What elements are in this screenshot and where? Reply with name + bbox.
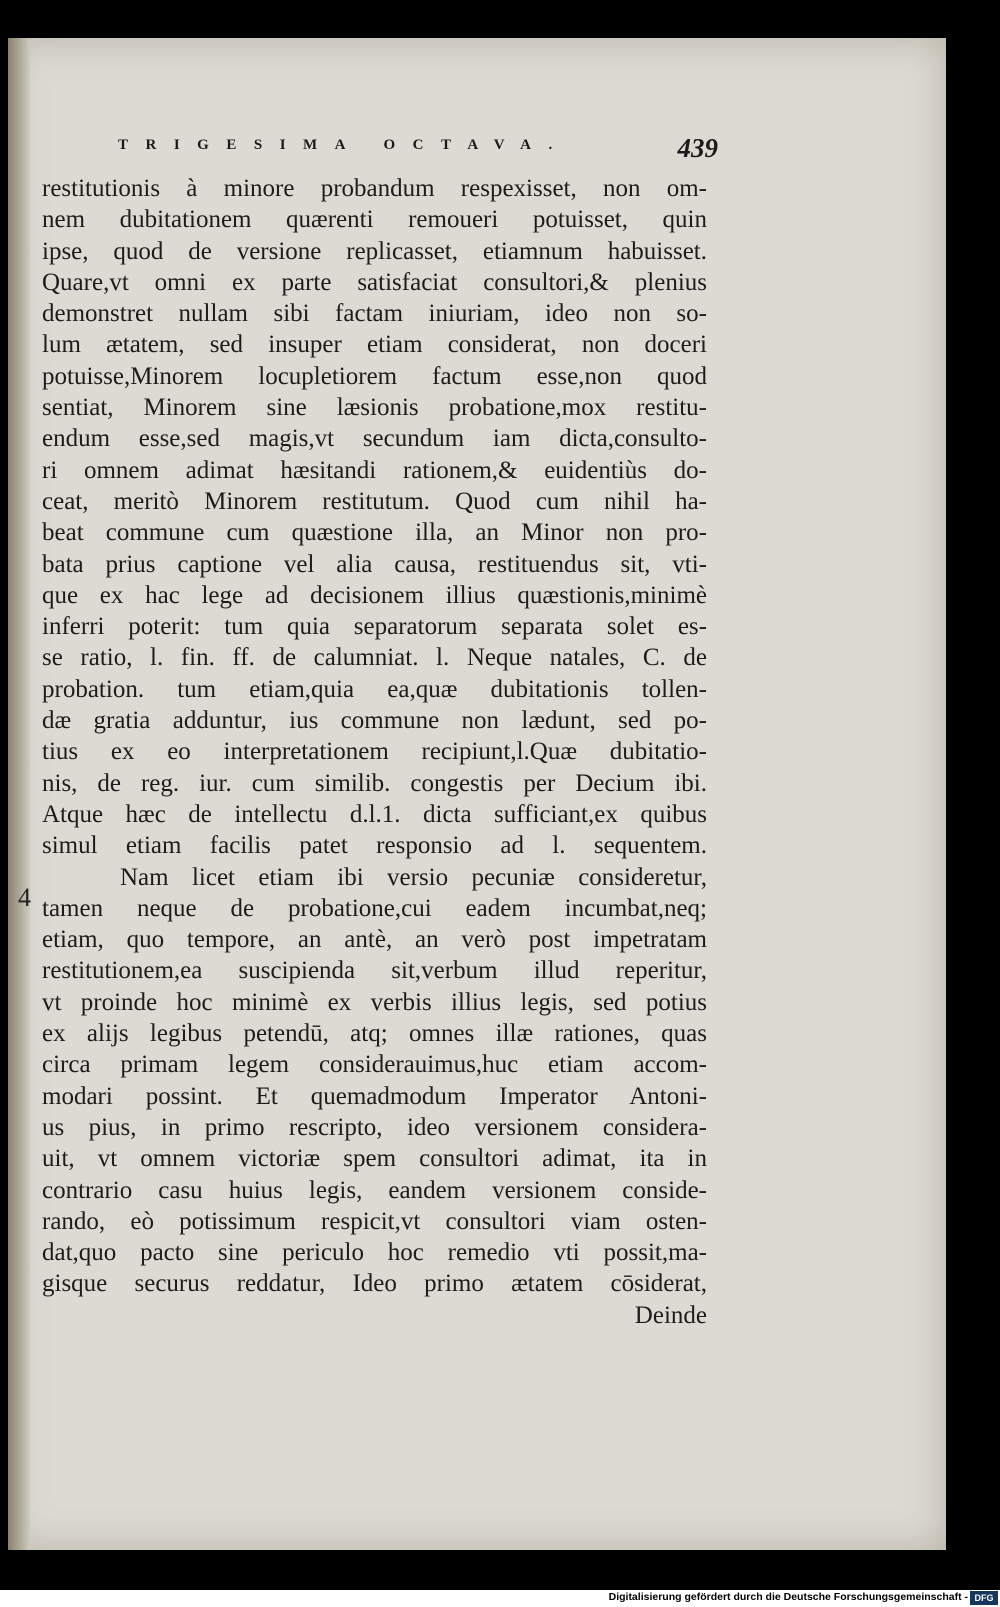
text-line: contrario casu huius legis, eandem versionem conside- xyxy=(42,1176,707,1204)
text-line: modari possint. Et quemadmodum Imperator Antoni- xyxy=(42,1082,707,1110)
text-line: uit, vt omnem victoriæ spem consultori adimat, ita in xyxy=(42,1145,707,1173)
text-line: ceat, meritò Minorem restitutum. Quod cum nihil ha- xyxy=(42,487,707,515)
text-line: us pius, in primo rescripto, ideo versionem considera- xyxy=(42,1113,707,1141)
text-line: Nam licet etiam ibi versio pecuniæ consideretur, xyxy=(120,863,707,891)
text-line: simul etiam facilis patet responsio ad l. sequentem. xyxy=(42,832,707,860)
text-line: rando, eò potissimum respicit,vt consultori viam osten- xyxy=(42,1207,707,1235)
text-line: Quare,vt omni ex parte satisfaciat consultori,& plenius xyxy=(42,268,707,296)
catchword: Deinde xyxy=(634,1301,707,1329)
running-head: TRIGESIMA OCTAVA. xyxy=(118,137,570,153)
text-line: circa primam legem considerauimus,huc etiam accom- xyxy=(42,1051,707,1079)
text-line: restitutionem,ea suscipienda sit,verbum illud reperitur, xyxy=(42,957,707,985)
text-line: demonstret nullam sibi factam iniuriam, ideo non so- xyxy=(42,300,707,328)
text-line: que ex hac lege ad decisionem illius quæstionis,minimè xyxy=(42,581,707,609)
margin-note-number: 4 xyxy=(18,883,31,912)
page-binding-edge xyxy=(8,38,30,1550)
page-number: 439 xyxy=(677,133,718,163)
text-line: lum ætatem, sed insuper etiam considerat, non doceri xyxy=(42,331,707,359)
text-line: nem dubitationem quærenti remoueri potuisset, quin xyxy=(42,206,707,234)
text-line: bata prius captione vel alia causa, restituendus sit, vti- xyxy=(42,550,707,578)
text-line: ipse, quod de versione replicasset, etiamnum habuisset. xyxy=(42,237,707,265)
text-line: tamen neque de probatione,cui eadem incumbat,neq; xyxy=(42,894,707,922)
text-line: restitutionis à minore probandum respexisset, non om- xyxy=(42,175,707,202)
text-line: vt proinde hoc minimè ex verbis illius legis, sed potius xyxy=(42,988,707,1016)
text-line: dat,quo pacto sine periculo hoc remedio vti possit,ma- xyxy=(42,1239,707,1267)
text-line: se ratio, l. fin. ff. de calumniat. l. Neque natales, C. de xyxy=(42,644,707,672)
text-line: inferri poterit: tum quia separatorum separata solet es- xyxy=(42,613,707,641)
text-line: sentiat, Minorem sine læsionis probatione,mox restitu- xyxy=(42,394,707,422)
footer-credit: Digitalisierung gefördert durch die Deutsche Forschungsgemeinschaft - xyxy=(608,1591,968,1603)
page-header xyxy=(118,133,718,167)
text-line: dæ gratia adduntur, ius commune non lædunt, sed po- xyxy=(42,707,707,735)
text-line: ri omnem adimat hæsitandi rationem,& euidentiùs do- xyxy=(42,456,707,484)
text-line: potuisse,Minorem locupletiorem factum esse,non quod xyxy=(42,362,707,390)
text-line: Atque hæc de intellectu d.l.1. dicta sufficiant,ex quibus xyxy=(42,800,707,828)
text-line: endum esse,sed magis,vt secundum iam dicta,consulto- xyxy=(42,425,707,453)
text-line: gisque securus reddatur, Ideo primo ætatem cōsiderat, xyxy=(42,1270,707,1298)
text-line: ex alijs legibus petendū, atq; omnes illæ rationes, quas xyxy=(42,1020,707,1048)
text-line: etiam, quo tempore, an antè, an verò post impetratam xyxy=(42,926,707,954)
text-line: beat commune cum quæstione illa, an Minor non pro- xyxy=(42,519,707,547)
text-line: nis, de reg. iur. cum similib. congestis per Decium ibi. xyxy=(42,769,707,797)
text-line: probation. tum etiam,quia ea,quæ dubitationis tollen- xyxy=(42,675,707,703)
body-text xyxy=(42,173,707,1331)
text-line: tius ex eo interpretationem recipiunt,l.Quæ dubitatio- xyxy=(42,738,707,766)
dfg-logo: DFG xyxy=(970,1591,998,1605)
